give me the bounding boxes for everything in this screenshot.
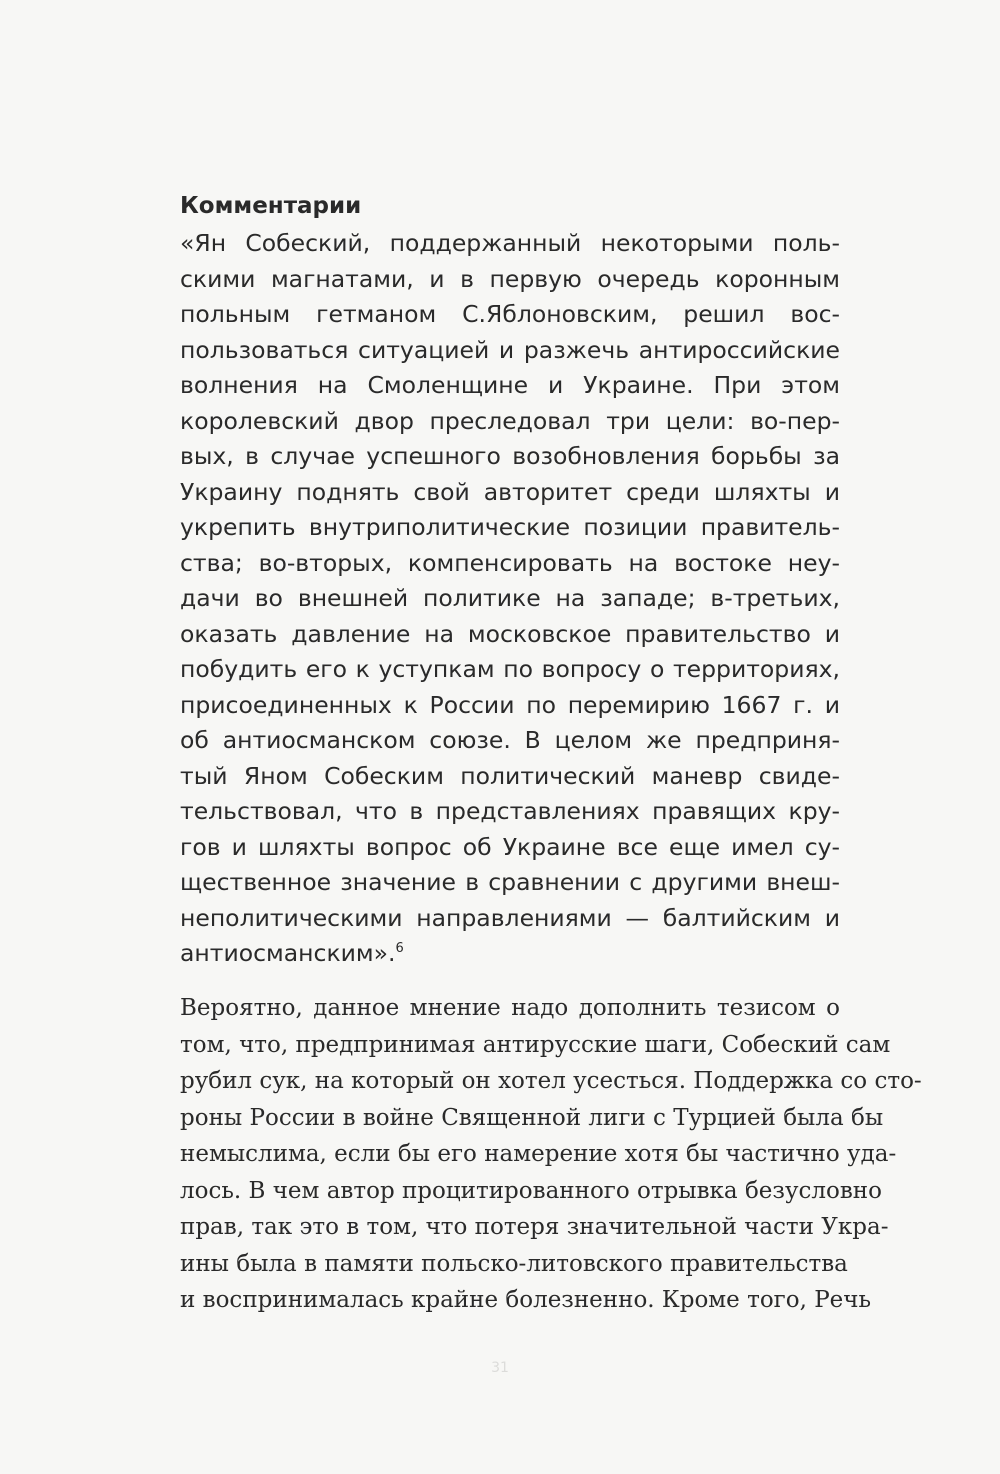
commentary-line: гов и шляхты вопрос об Украине все еще имел су- <box>180 832 840 861</box>
commentary-line: оказать давление на московское правительство и <box>180 619 840 648</box>
commentary-line: тельствовал, что в представлениях правящих кру- <box>180 797 840 825</box>
commentary-line: побудить его к уступкам по вопросу о территориях, <box>180 655 840 683</box>
body-line: немыслима, если бы его намерение хотя бы частично уда- <box>180 1141 897 1167</box>
commentary-line: скими магнатами, и в первую очередь коронным <box>180 264 840 293</box>
commentary-line: Украину поднять свой авторитет среди шляхты и <box>180 477 840 506</box>
body-line: рубил сук, на который он хотел усесться. Поддержка со сто- <box>180 1068 922 1094</box>
commentary-line: щественное значение в сравнении с другими внеш- <box>180 868 840 896</box>
body-line: лось. В чем автор процитированного отрывка безусловно <box>180 1177 882 1204</box>
body-line: и воспринималась крайне болезненно. Кроме того, Речь <box>180 1287 872 1313</box>
body-paragraph <box>180 990 922 1319</box>
commentary-last-line-text: антиосманским». <box>180 939 396 967</box>
commentary-line: присоединенных к России по перемирию 1667 г. и <box>180 690 840 719</box>
commentary-line: пользоваться ситуацией и разжечь антироссийские <box>180 335 840 364</box>
body-line: роны России в войне Священной лиги с Турцией была бы <box>180 1104 884 1131</box>
commentary-heading: Комментарии <box>180 193 362 219</box>
page-number-mark: 31 <box>491 1360 509 1376</box>
body-line: прав, так это в том, что потеря значительной части Укра- <box>180 1214 889 1240</box>
commentary-block <box>180 190 840 972</box>
commentary-line: «Ян Собеский, поддержанный некоторыми поль- <box>180 229 840 257</box>
commentary-last-line <box>180 936 840 972</box>
commentary-quote <box>180 226 840 972</box>
commentary-line: королевский двор преследовал три цели: во-пер- <box>180 406 840 435</box>
footnote-ref[interactable]: 6 <box>395 941 404 957</box>
body-line: том, что, предпринимая антирусские шаги, Собеский сам <box>180 1031 891 1058</box>
commentary-line: неполитическими направлениями — балтийским и <box>180 903 840 932</box>
body-line: Вероятно, данное мнение надо дополнить тезисом о <box>180 995 840 1021</box>
commentary-line: вых, в случае успешного возобновления борьбы за <box>180 442 840 470</box>
commentary-line: волнения на Смоленщине и Украине. При этом <box>180 371 840 399</box>
commentary-line: дачи во внешней политике на западе; в-третьих, <box>180 584 840 612</box>
body-line: ины была в памяти польско-литовского правительства <box>180 1250 848 1277</box>
commentary-line: польным гетманом С.Яблоновским, решил вос- <box>180 300 840 328</box>
commentary-line: ства; во-вторых, компенсировать на востоке неу- <box>180 548 840 577</box>
commentary-line: тый Яном Собеским политический маневр свиде- <box>180 761 840 790</box>
commentary-line: об антиосманском союзе. В целом же предприня- <box>180 726 840 754</box>
commentary-line: укрепить внутриполитические позиции правитель- <box>180 513 840 541</box>
